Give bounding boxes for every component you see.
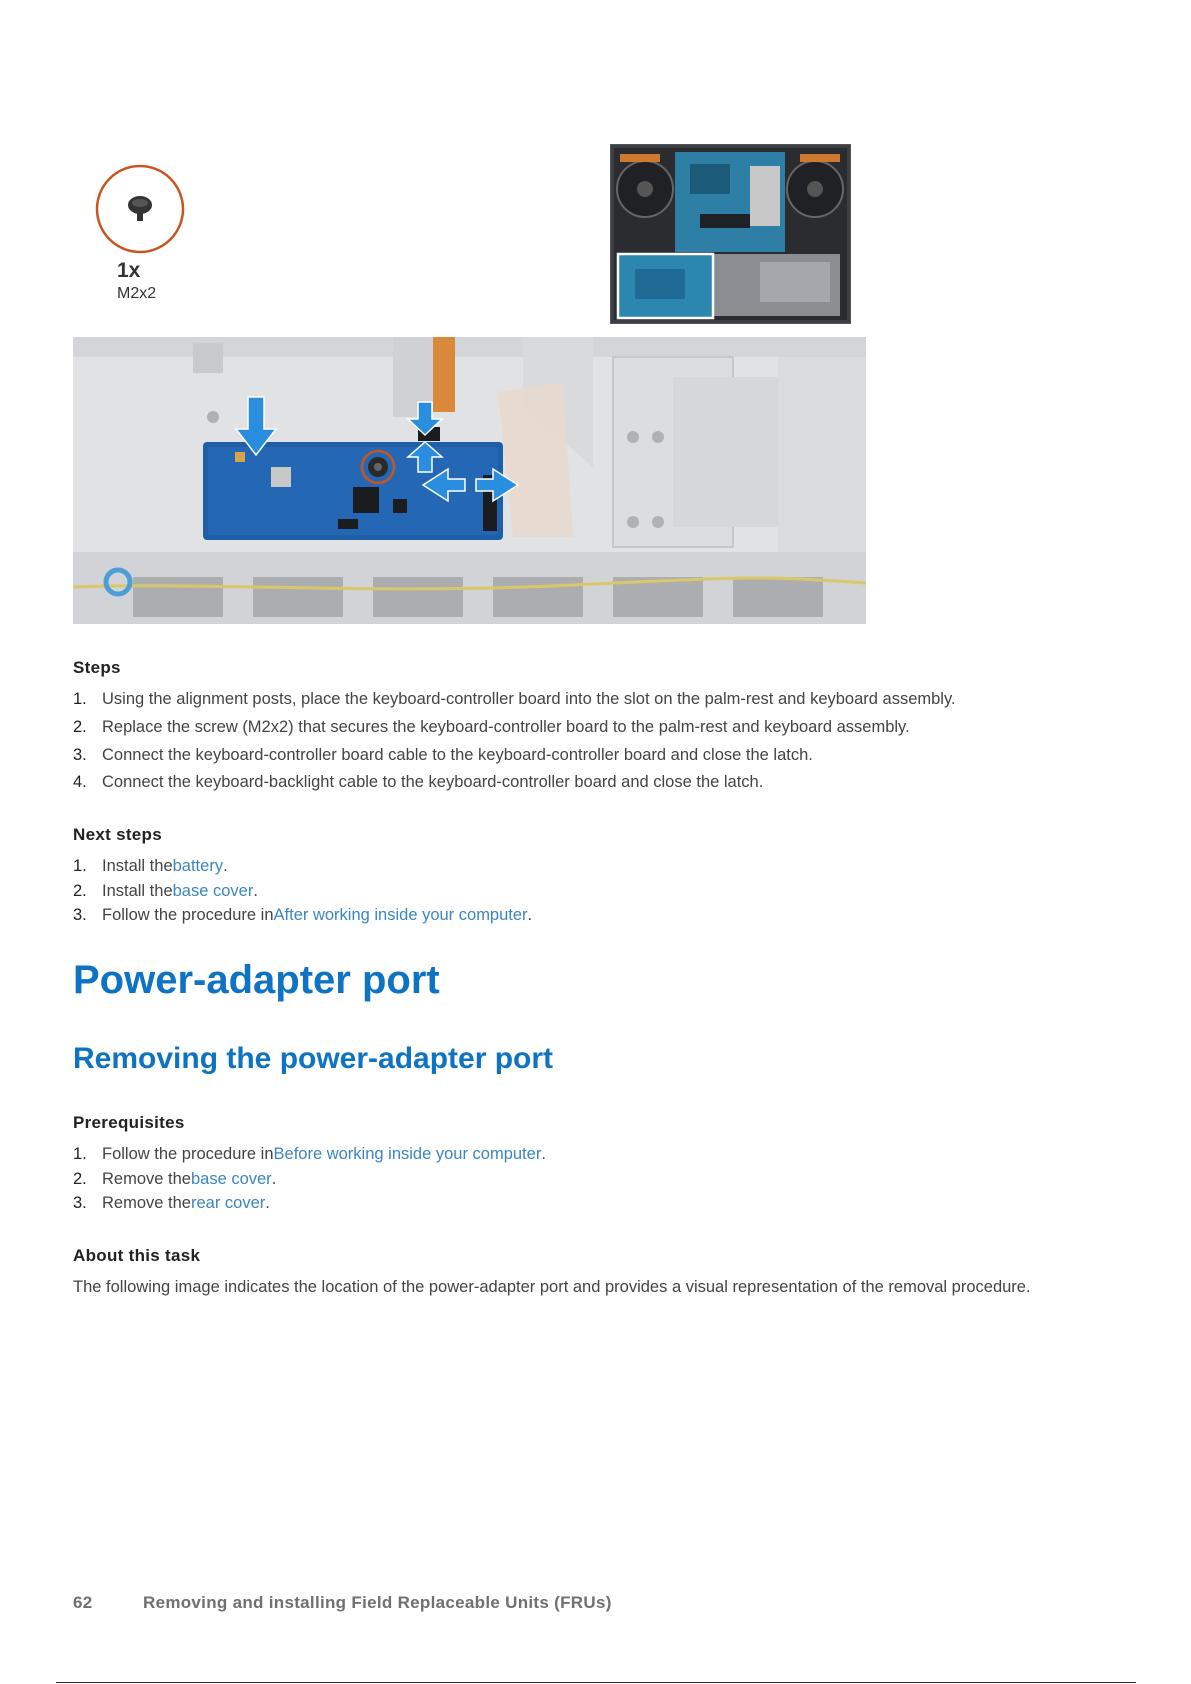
about-task-label: About this task (73, 1246, 201, 1265)
prerequisites-list (73, 1145, 546, 1218)
page-number: 62 (73, 1593, 93, 1612)
footer-divider (56, 1682, 1136, 1683)
laptop-overview-image (610, 144, 851, 324)
list-item: 2. Install the base cover . (73, 882, 532, 906)
list-item: 1. Install the battery . (73, 857, 532, 882)
next-steps-list (73, 857, 532, 930)
base-cover-link[interactable]: base cover (172, 882, 254, 900)
list-item: 1. Using the alignment posts, place the keyboard-controller board into the slot on the palm-rest and keyboard assembly. (73, 690, 956, 708)
list-item: 3. Remove the rear cover . (73, 1194, 546, 1218)
screw-callout (94, 163, 214, 313)
steps-label: Steps (73, 658, 121, 677)
chapter-title: Removing and installing Field Replaceable Units (FRUs) (143, 1593, 612, 1612)
subsection-heading: Removing the power-adapter port (73, 1042, 554, 1075)
before-working-link[interactable]: Before working inside your computer (273, 1145, 542, 1163)
list-item: 4. Connect the keyboard-backlight cable to the keyboard-controller board and close the latch. (73, 773, 764, 791)
list-item: 3. Connect the keyboard-controller board cable to the keyboard-controller board and close the latch. (73, 746, 813, 764)
page-footer (73, 1593, 612, 1613)
screw-quantity: 1x (117, 259, 141, 282)
list-item: 3. Follow the procedure in After working inside your computer . (73, 906, 532, 930)
list-item: 1. Follow the procedure in Before working inside your computer . (73, 1145, 546, 1170)
list-item: 2. Remove the base cover . (73, 1170, 546, 1194)
section-heading: Power-adapter port (73, 958, 440, 1002)
screw-size: M2x2 (117, 285, 157, 302)
about-task-text: The following image indicates the location of the power-adapter port and provides a visual representation of the removal procedure. (73, 1278, 1031, 1296)
screw-icon (94, 163, 186, 255)
next-steps-label: Next steps (73, 825, 162, 844)
prerequisites-label: Prerequisites (73, 1113, 185, 1132)
battery-link[interactable]: battery (172, 857, 224, 875)
list-item: 2. Replace the screw (M2x2) that secures the keyboard-controller board to the palm-rest and keyboard assembly. (73, 718, 910, 736)
steps-list (73, 690, 956, 800)
rear-cover-link[interactable]: rear cover (190, 1194, 266, 1212)
after-working-link[interactable]: After working inside your computer (273, 906, 528, 924)
keyboard-controller-board-image (73, 337, 866, 624)
base-cover-link[interactable]: base cover (190, 1170, 272, 1188)
